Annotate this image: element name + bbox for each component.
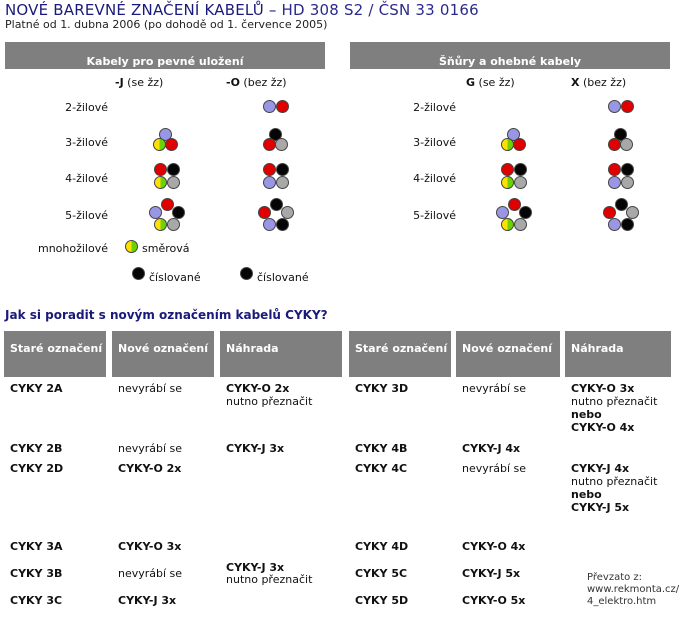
core-black-icon <box>276 218 289 231</box>
core-blue-icon <box>263 100 276 113</box>
row-label-4: 4-žilové <box>65 172 108 185</box>
core-green-yellow-icon <box>501 218 514 231</box>
core-red-icon <box>154 163 167 176</box>
core-red-icon <box>513 138 526 151</box>
row-label-3: 3-žilové <box>65 136 108 149</box>
th-old: Staré označení <box>349 331 451 377</box>
table-cell: CYKY 3C <box>10 594 63 607</box>
table-cell: CYKY 4D <box>355 540 409 553</box>
core-green-yellow-icon <box>125 240 138 253</box>
table-cell: CYKY 3A <box>10 540 63 553</box>
page-subtitle: Platné od 1. dubna 2006 (po dohodě od 1. července 2005) <box>5 18 328 31</box>
core-grey-icon <box>620 138 633 151</box>
core-red-icon <box>276 100 289 113</box>
core-green-yellow-icon <box>154 218 167 231</box>
credit-line: Převzato z: <box>587 572 643 583</box>
row-label-2: 2-žilové <box>65 101 108 114</box>
core-green-yellow-icon <box>154 176 167 189</box>
core-grey-icon <box>621 176 634 189</box>
table-cell: CYKY 3B <box>10 567 63 580</box>
table-cell: CYKY-J 4x <box>462 442 521 455</box>
section-heading: Jak si poradit s novým označením kabelů CYKY? <box>5 308 328 322</box>
core-blue-icon <box>608 176 621 189</box>
table-cell: CYKY 4B <box>355 442 408 455</box>
table-cell: nevyrábí se <box>118 567 183 580</box>
core-blue-icon <box>263 218 276 231</box>
core-black-icon <box>621 163 634 176</box>
th-repl: Náhrada <box>220 331 342 377</box>
table-cell: CYKY-J 4x <box>571 462 630 475</box>
table-cell: CYKY 2B <box>10 442 63 455</box>
row-label-multi: mnohožilové <box>37 242 108 255</box>
core-red-icon <box>165 138 178 151</box>
core-grey-icon <box>167 176 180 189</box>
table-cell: nutno přeznačit <box>226 573 313 586</box>
table-cell: CYKY-O 5x <box>462 594 526 607</box>
th-new: Nové označení <box>456 331 560 377</box>
th-repl: Náhrada <box>565 331 671 377</box>
core-grey-icon <box>275 138 288 151</box>
note-directional: směrová <box>142 242 190 255</box>
core-black-icon <box>514 163 527 176</box>
table-cell: CYKY 2D <box>10 462 64 475</box>
core-blue-icon <box>608 218 621 231</box>
core-blue-icon <box>608 100 621 113</box>
source-credit <box>587 572 679 608</box>
core-blue-icon <box>263 176 276 189</box>
row-label-5: 5-žilové <box>65 209 108 222</box>
th-old: Staré označení <box>4 331 106 377</box>
col-x-header: X (bez žz) <box>571 76 627 89</box>
table-cell: CYKY-O 2x <box>226 382 290 395</box>
core-black-icon <box>132 267 145 280</box>
table-cell: CYKY 5C <box>355 567 408 580</box>
core-red-icon <box>621 100 634 113</box>
table-cell: nevyrábí se <box>118 382 183 395</box>
table-cell: CYKY-O 4x <box>571 421 635 434</box>
table-cell: nebo <box>571 408 602 421</box>
col-g-header: G (se žz) <box>466 76 515 89</box>
table-cell: nevyrábí se <box>462 462 527 475</box>
core-grey-icon <box>167 218 180 231</box>
core-red-icon <box>501 163 514 176</box>
table-cell: CYKY 5D <box>355 594 409 607</box>
table-cell: CYKY-J 3x <box>226 442 285 455</box>
core-grey-icon <box>514 176 527 189</box>
table-cell: CYKY 3D <box>355 382 409 395</box>
table-cell: CYKY-J 5x <box>462 567 521 580</box>
th-new: Nové označení <box>112 331 214 377</box>
core-black-icon <box>276 163 289 176</box>
core-green-yellow-icon <box>501 176 514 189</box>
table-cell: CYKY 4C <box>355 462 408 475</box>
panel-flex-header: Šňůry a ohebné kabely <box>350 42 670 69</box>
core-grey-icon <box>276 176 289 189</box>
table-cell: nutno přeznačit <box>571 395 658 408</box>
core-red-icon <box>263 163 276 176</box>
credit-link[interactable]: 4_elektro.htm <box>587 596 657 607</box>
page-title: NOVÉ BAREVNÉ ZNAČENÍ KABELŮ – HD 308 S2 / ČSN 33 0166 <box>5 1 479 19</box>
table-cell: nutno přeznačit <box>571 475 658 488</box>
table-cell: nevyrábí se <box>462 382 527 395</box>
table-cell: nutno přeznačit <box>226 395 313 408</box>
col-j-header: -J (se žz) <box>115 76 164 89</box>
table-cell: CYKY-O 2x <box>118 462 182 475</box>
table-cell: CYKY-O 3x <box>571 382 635 395</box>
note-numbered: číslované <box>257 271 309 284</box>
table-cell: CYKY-J 3x <box>118 594 177 607</box>
note-numbered: číslované <box>149 271 201 284</box>
table-cell: CYKY-O 3x <box>118 540 182 553</box>
core-black-icon <box>621 218 634 231</box>
core-grey-icon <box>514 218 527 231</box>
core-red-icon <box>608 163 621 176</box>
row-label-2-flex: 2-žilové <box>413 101 456 114</box>
table-cell: CYKY-J 3x <box>226 561 285 574</box>
credit-link[interactable]: www.rekmonta.cz/ <box>587 584 680 595</box>
core-black-icon <box>240 267 253 280</box>
row-label-4-flex: 4-žilové <box>413 172 456 185</box>
table-cell: nebo <box>571 488 602 501</box>
core-black-icon <box>167 163 180 176</box>
table-cell: nevyrábí se <box>118 442 183 455</box>
row-label-5-flex: 5-žilové <box>413 209 456 222</box>
table-cell: CYKY-J 5x <box>571 501 630 514</box>
col-o-header: -O (bez žz) <box>226 76 287 89</box>
row-label-3-flex: 3-žilové <box>413 136 456 149</box>
table-cell: CYKY 2A <box>10 382 63 395</box>
panel-fixed-header: Kabely pro pevné uložení <box>5 42 325 69</box>
table-cell: CYKY-O 4x <box>462 540 526 553</box>
